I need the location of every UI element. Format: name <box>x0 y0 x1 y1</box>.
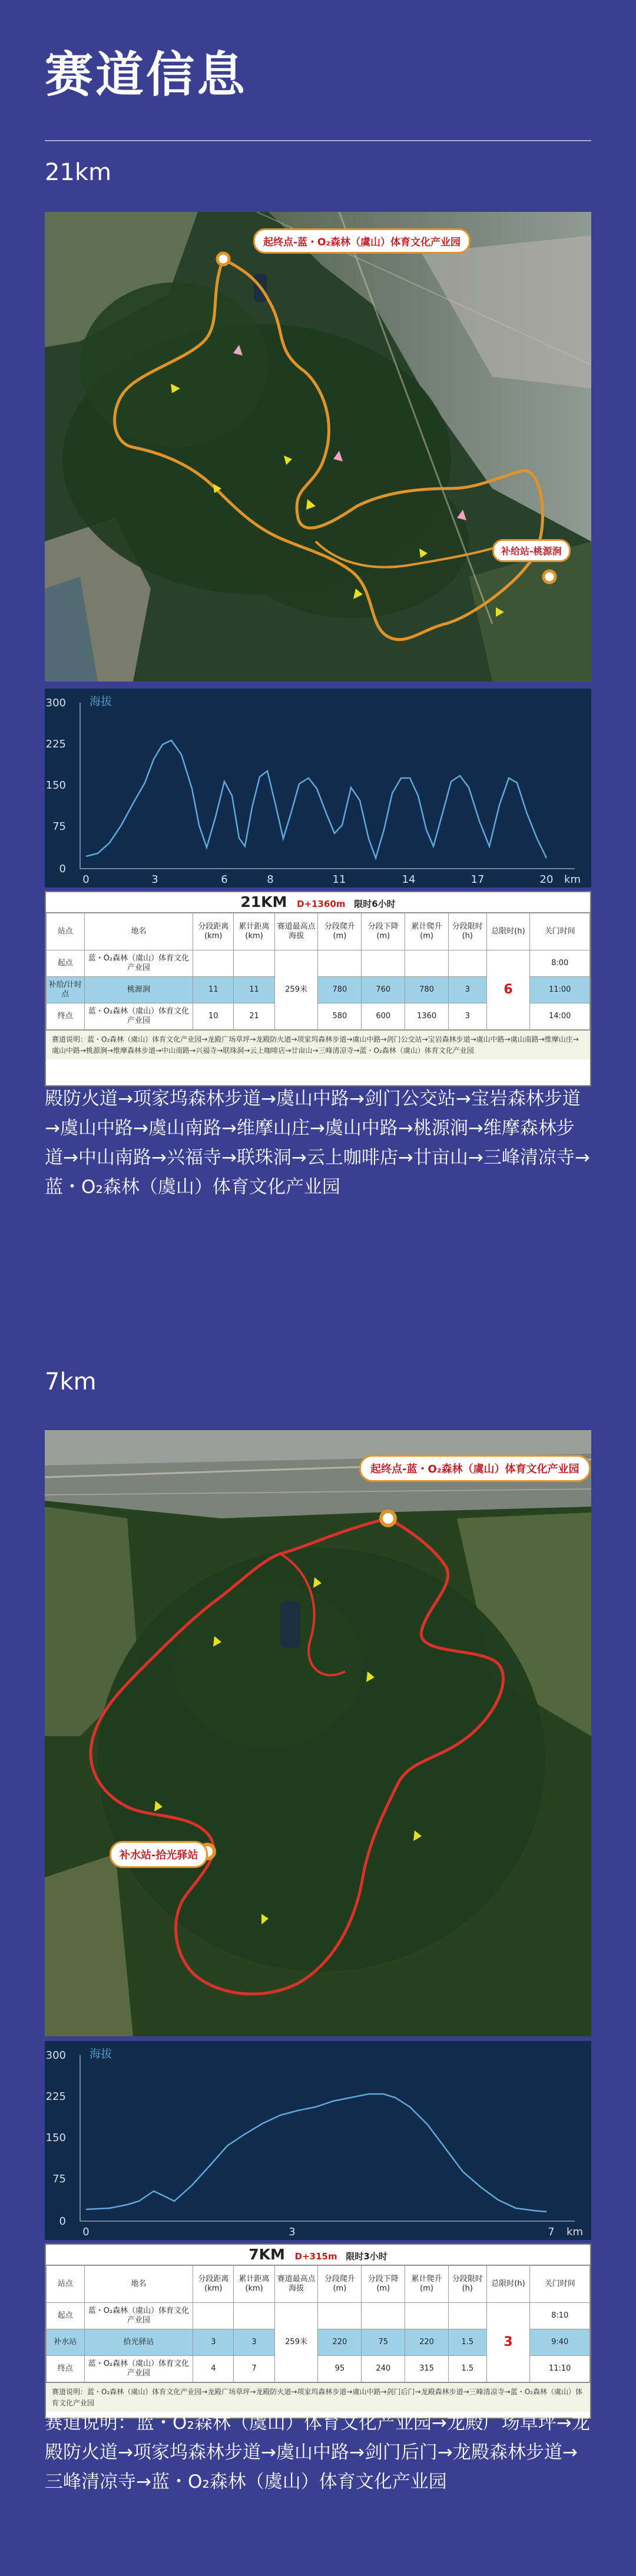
cell-segment-descent: 600 <box>362 1003 405 1030</box>
x-tick-7km-7: 7 <box>548 2226 555 2238</box>
cell-place: 蓝・O₂森林（虞山）体育文化产业园 <box>84 2303 193 2329</box>
cell-total-limit: 3 <box>486 2303 530 2382</box>
section-label-21km: 21km <box>45 159 112 186</box>
cell-cumulative-distance: 11 <box>234 977 274 1003</box>
y-tick-21km-225: 225 <box>45 738 66 750</box>
cell-segment-distance <box>193 2303 234 2329</box>
table-distance-21km: 21KM <box>240 893 287 910</box>
col-header-max-altitude: 赛道最高点海拔 <box>274 2266 318 2303</box>
start-label-7km: 起终点-蓝・O₂森林（虞山）体育文化产业园 <box>359 1455 591 1482</box>
route-map-7km[interactable] <box>45 1430 591 2036</box>
cell-segment-distance: 4 <box>193 2356 234 2382</box>
x-tick-21km-8: 8 <box>267 873 274 886</box>
cell-segment-descent: 240 <box>362 2356 405 2382</box>
cell-segment-limit <box>448 2303 486 2329</box>
cell-cumulative-ascent <box>405 950 449 977</box>
y-tick-21km-300: 300 <box>45 697 66 709</box>
x-unit-21km: km <box>564 873 581 886</box>
route-table-7km <box>45 2243 591 2419</box>
route-map-21km[interactable] <box>45 212 591 682</box>
cell-max-altitude: 259米 <box>274 950 318 1030</box>
y-tick-7km-300: 300 <box>45 2049 66 2062</box>
supply-label-7km: 补水站-拾光驿站 <box>110 1841 208 1868</box>
col-header-cumulative-distance: 累计距离(km) <box>234 2266 274 2303</box>
y-tick-21km-0: 0 <box>59 863 66 875</box>
col-header-segment-limit: 分段限时(h) <box>448 2266 486 2303</box>
col-header-cumulative-ascent: 累计爬升(m) <box>405 913 449 950</box>
elevation-chart-21km <box>45 689 591 888</box>
cell-segment-ascent: 220 <box>318 2329 362 2356</box>
table-title-21km <box>46 892 590 913</box>
col-header-segment-distance: 分段距离(km) <box>193 913 234 950</box>
cell-segment-limit: 1.5 <box>448 2329 486 2356</box>
station-table-7km <box>46 2265 590 2382</box>
cell-segment-limit <box>448 950 486 977</box>
cell-segment-ascent: 95 <box>318 2356 362 2382</box>
cell-cumulative-distance: 21 <box>234 1003 274 1030</box>
col-header-station: 站点 <box>47 913 85 950</box>
station-table-21km <box>46 913 590 1030</box>
x-tick-7km-0: 0 <box>82 2226 90 2238</box>
cell-station: 起点 <box>47 2303 85 2329</box>
col-header-cumulative-distance: 累计距离(km) <box>234 913 274 950</box>
cell-station: 终点 <box>47 1003 85 1030</box>
table-time-limit-7km: 限时3小时 <box>346 2251 387 2262</box>
table-row <box>47 950 590 977</box>
x-tick-7km-3: 3 <box>289 2226 296 2238</box>
cell-segment-ascent <box>318 2303 362 2329</box>
cell-segment-descent <box>362 2303 405 2329</box>
cell-cumulative-distance <box>234 2303 274 2329</box>
col-header-cutoff-time: 关门时间 <box>530 2266 590 2303</box>
y-tick-21km-75: 75 <box>52 820 66 833</box>
col-header-segment-descent: 分段下降(m) <box>362 2266 405 2303</box>
cell-segment-descent <box>362 950 405 977</box>
cell-segment-limit: 3 <box>448 977 486 1003</box>
y-tick-21km-150: 150 <box>45 779 66 792</box>
cell-place: 蓝・O₂森林（虞山）体育文化产业园 <box>84 2356 193 2382</box>
cell-cumulative-ascent: 780 <box>405 977 449 1003</box>
cell-cumulative-distance: 3 <box>234 2329 274 2356</box>
title-divider <box>45 140 591 141</box>
table-row <box>47 2303 590 2329</box>
cell-segment-distance: 3 <box>193 2329 234 2356</box>
col-header-total-limit: 总限时(h) <box>486 2266 530 2303</box>
y-tick-7km-75: 75 <box>52 2173 66 2185</box>
cell-segment-limit: 3 <box>448 1003 486 1030</box>
cell-place: 蓝・O₂森林（虞山）体育文化产业园 <box>84 1003 193 1030</box>
cell-segment-distance: 10 <box>193 1003 234 1030</box>
y-tick-7km-0: 0 <box>59 2215 66 2228</box>
col-header-segment-ascent: 分段爬升(m) <box>318 2266 362 2303</box>
table-elevation-gain-7km: D+315m <box>294 2251 337 2262</box>
cell-cumulative-ascent: 220 <box>405 2329 449 2356</box>
cell-segment-ascent: 580 <box>318 1003 362 1030</box>
table-note-21km: 赛道说明：蓝・O₂森林（虞山）体育文化产业园→龙殿广场草坪→龙殿防火道→项家坞森林步道→虞山中路→剑门公交站→宝岩森林步道→虞山中路→虞山南路→维摩山庄→虞山中路→桃源涧→维摩森林步道→中山南路→兴福寺→联珠洞→云上咖啡店→廿亩山→三峰清凉寺→蓝・O₂森林（虞山）体育文化产业园 <box>46 1030 590 1059</box>
cell-station: 补给/计时点 <box>47 977 85 1003</box>
table-time-limit-21km: 限时6小时 <box>354 899 396 909</box>
start-marker-7km[interactable] <box>381 1511 395 1525</box>
x-unit-7km: km <box>567 2226 583 2238</box>
cell-segment-descent: 760 <box>362 977 405 1003</box>
x-tick-21km-0: 0 <box>82 873 90 886</box>
page-title: 赛道信息 <box>45 47 248 103</box>
cell-station: 起点 <box>47 950 85 977</box>
table-distance-7km: 7KM <box>249 2246 285 2263</box>
cell-cumulative-distance: 7 <box>234 2356 274 2382</box>
col-header-place: 地名 <box>84 913 193 950</box>
col-header-segment-ascent: 分段爬升(m) <box>318 913 362 950</box>
col-header-cutoff-time: 关门时间 <box>530 913 590 950</box>
cell-segment-ascent: 780 <box>318 977 362 1003</box>
cell-cutoff-time: 14:00 <box>530 1003 590 1030</box>
cell-cutoff-time: 8:10 <box>530 2303 590 2329</box>
elevation-legend-21km: 海拔 <box>90 695 112 708</box>
section-label-7km: 7km <box>45 1368 97 1395</box>
x-tick-21km-6: 6 <box>221 873 228 886</box>
cell-cutoff-time: 11:00 <box>530 977 590 1003</box>
elevation-chart-7km <box>45 2041 591 2240</box>
x-tick-21km-20: 20 <box>539 873 554 886</box>
y-tick-7km-150: 150 <box>45 2132 66 2144</box>
cell-segment-distance <box>193 950 234 977</box>
cell-segment-limit: 1.5 <box>448 2356 486 2382</box>
cell-place: 蓝・O₂森林（虞山）体育文化产业园 <box>84 950 193 977</box>
cell-place: 桃源涧 <box>84 977 193 1003</box>
y-tick-7km-225: 225 <box>45 2090 66 2103</box>
col-header-station: 站点 <box>47 2266 85 2303</box>
route-description-7km: 赛道说明：蓝・O₂森林（虞山）体育文化产业园→龙殿广场草坪→龙殿防火道→项家坞森林步道→虞山中路→剑门后门→龙殿森林步道→三峰清凉寺→蓝・O₂森林（虞山）体育文化产业园 <box>45 2412 590 2492</box>
col-header-cumulative-ascent: 累计爬升(m) <box>405 2266 449 2303</box>
table-note-7km: 赛道说明：蓝・O₂森林（虞山）体育文化产业园→龙殿广场草坪→龙殿防火道→项家坞森林步道→虞山中路→剑门后门→龙殿森林步道→三峰清凉寺→蓝・O₂森林（虞山）体育文化产业园 <box>46 2382 590 2412</box>
col-header-max-altitude: 赛道最高点海拔 <box>274 913 318 950</box>
cell-cumulative-ascent <box>405 2303 449 2329</box>
cell-cutoff-time: 11:10 <box>530 2356 590 2382</box>
elevation-legend-7km: 海拔 <box>90 2047 112 2060</box>
cell-max-altitude: 259米 <box>274 2303 318 2382</box>
x-tick-21km-3: 3 <box>151 873 158 886</box>
supply-label-21km: 补给站-桃源涧 <box>492 539 571 562</box>
col-header-place: 地名 <box>84 2266 193 2303</box>
col-header-total-limit: 总限时(h) <box>486 913 530 950</box>
table-elevation-gain-21km: D+1360m <box>297 899 346 909</box>
col-header-segment-limit: 分段限时(h) <box>448 913 486 950</box>
cell-station: 补水站 <box>47 2329 85 2356</box>
x-tick-21km-11: 11 <box>332 873 346 886</box>
col-header-segment-descent: 分段下降(m) <box>362 913 405 950</box>
start-label-21km: 起终点-蓝・O₂森林（虞山）体育文化产业园 <box>253 228 471 254</box>
cell-segment-distance: 11 <box>193 977 234 1003</box>
cell-cumulative-ascent: 1360 <box>405 1003 449 1030</box>
cell-segment-ascent <box>318 950 362 977</box>
start-marker-21km[interactable] <box>217 253 229 265</box>
table-title-7km <box>46 2245 590 2265</box>
x-tick-21km-14: 14 <box>402 873 416 886</box>
supply-marker-21km[interactable] <box>544 571 555 583</box>
cell-cumulative-distance <box>234 950 274 977</box>
cell-cutoff-time: 8:00 <box>530 950 590 977</box>
cell-cutoff-time: 9:40 <box>530 2329 590 2356</box>
x-tick-21km-17: 17 <box>471 873 485 886</box>
route-description-21km: 赛道说明：蓝・O₂森林（虞山）体育文化产业园→龙殿广场草坪→龙殿防火道→项家坞森林步道→虞山中路→剑门公交站→宝岩森林步道→虞山中路→虞山南路→维摩山庄→虞山中路→桃源涧→维摩森林步道→中山南路→兴福寺→联珠洞→云上咖啡店→廿亩山→三峰清凉寺→蓝・O₂森林（虞山）体育文化产业园 <box>45 1059 590 1198</box>
col-header-segment-distance: 分段距离(km) <box>193 2266 234 2303</box>
cell-station: 终点 <box>47 2356 85 2382</box>
cell-place: 拾光驿站 <box>84 2329 193 2356</box>
cell-segment-descent: 75 <box>362 2329 405 2356</box>
cell-cumulative-ascent: 315 <box>405 2356 449 2382</box>
cell-total-limit: 6 <box>486 950 530 1030</box>
